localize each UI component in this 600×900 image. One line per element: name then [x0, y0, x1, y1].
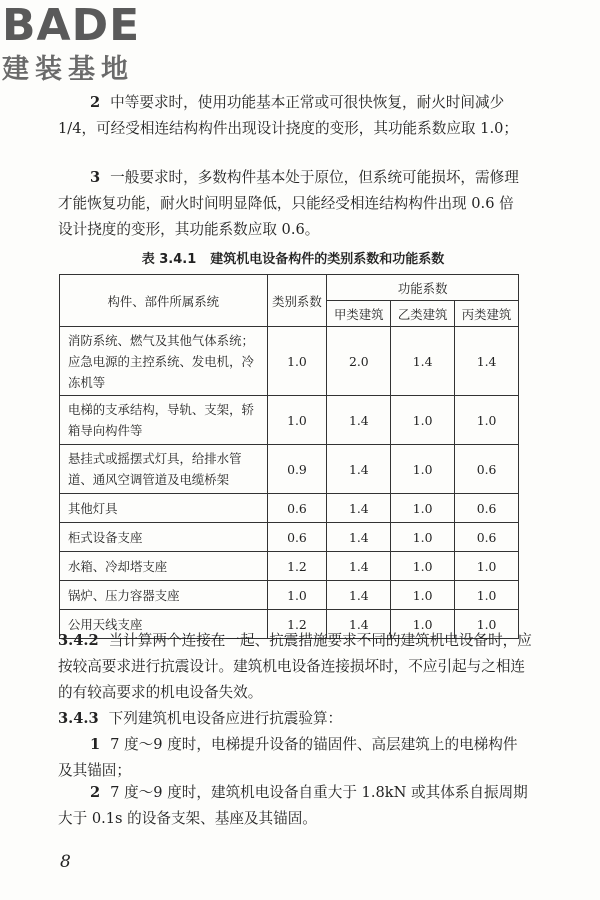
logo-mark: BADE [2, 0, 141, 51]
item-2-number: 2 [90, 94, 101, 111]
cell-category: 0.6 [267, 494, 327, 523]
cell-system: 水箱、冷却塔支座 [60, 552, 268, 581]
cell-class-a: 1.4 [327, 581, 391, 610]
cell-class-c: 1.0 [455, 552, 519, 581]
table-row [60, 581, 519, 610]
sub-item-1-number: 1 [90, 736, 101, 753]
cell-class-c: 0.6 [455, 445, 519, 494]
sub-item-1-text: 7 度～9 度时，电梯提升设备的锚固件、高层建筑上的电梯构件及其锚固； [58, 736, 518, 779]
cell-class-a: 1.4 [327, 610, 391, 639]
cell-category: 0.9 [267, 445, 327, 494]
cell-class-a: 2.0 [327, 327, 391, 396]
cell-system: 悬挂式或摇摆式灯具，给排水管道、通风空调管道及电缆桥架 [60, 445, 268, 494]
cell-class-c: 0.6 [455, 494, 519, 523]
cell-system: 锅炉、压力容器支座 [60, 581, 268, 610]
sub-item-2-number: 2 [90, 784, 101, 801]
header-category: 类别系数 [267, 275, 327, 327]
header-system: 构件、部件所属系统 [60, 275, 268, 327]
cell-class-b: 1.0 [391, 445, 455, 494]
cell-class-c: 1.0 [455, 396, 519, 445]
table-row [60, 396, 519, 445]
header-class-b: 乙类建筑 [391, 301, 455, 327]
section-3-4-3-number: 3.4.3 [58, 710, 99, 727]
cell-class-a: 1.4 [327, 396, 391, 445]
cell-class-b: 1.0 [391, 494, 455, 523]
item-3-text: 一般要求时，多数构件基本处于原位，但系统可能损坏，需修理才能恢复功能，耐火时间明显降低，只能经受相连结构构件出现 0.6 倍设计挠度的变形，其功能系数应取 0.6。 [58, 169, 519, 238]
table-number: 表 3.4.1 [141, 252, 197, 267]
table-row [60, 445, 519, 494]
sub-item-2-text: 7 度～9 度时，建筑机电设备自重大于 1.8kN 或其体系自振周期大于 0.1s 的设备支架、基座及其锚固。 [58, 784, 528, 827]
cell-class-c: 1.0 [455, 581, 519, 610]
cell-system: 电梯的支承结构，导轨、支架，轿箱导向构件等 [60, 396, 268, 445]
header-class-c: 丙类建筑 [455, 301, 519, 327]
logo-caption: 建装基地 [2, 54, 134, 85]
table-title: 建筑机电设备构件的类别系数和功能系数 [210, 252, 445, 267]
cell-class-b: 1.0 [391, 396, 455, 445]
table-row [60, 552, 519, 581]
cell-class-a: 1.4 [327, 523, 391, 552]
cell-category: 1.0 [267, 327, 327, 396]
cell-class-a: 1.4 [327, 445, 391, 494]
cell-category: 1.0 [267, 581, 327, 610]
cell-class-c: 0.6 [455, 523, 519, 552]
cell-class-a: 1.4 [327, 494, 391, 523]
cell-category: 1.0 [267, 396, 327, 445]
cell-category: 0.6 [267, 523, 327, 552]
header-class-a: 甲类建筑 [327, 301, 391, 327]
cell-class-c: 1.4 [455, 327, 519, 396]
cell-class-b: 1.0 [391, 523, 455, 552]
cell-class-c: 1.0 [455, 610, 519, 639]
item-2 [58, 90, 528, 142]
section-3-4-2 [58, 628, 533, 706]
table-row [60, 523, 519, 552]
cell-class-b: 1.0 [391, 610, 455, 639]
section-3-4-3 [58, 706, 533, 732]
section-3-4-2-number: 3.4.2 [58, 632, 99, 649]
sub-item-1 [58, 732, 528, 784]
coefficient-table [59, 274, 519, 639]
cell-system: 柜式设备支座 [60, 523, 268, 552]
table-row [60, 327, 519, 396]
logo [2, 2, 182, 92]
cell-class-b: 1.0 [391, 581, 455, 610]
cell-class-b: 1.4 [391, 327, 455, 396]
item-3-number: 3 [90, 169, 101, 186]
table-caption [58, 248, 528, 267]
cell-class-a: 1.4 [327, 552, 391, 581]
sub-item-2 [58, 780, 528, 832]
cell-system: 公用天线支座 [60, 610, 268, 639]
item-2-text: 中等要求时，使用功能基本正常或可很快恢复，耐火时间减少 1/4，可经受相连结构构件出现设计挠度的变形，其功能系数应取 1.0； [58, 94, 518, 137]
header-function: 功能系数 [327, 275, 519, 301]
cell-category: 1.2 [267, 552, 327, 581]
section-3-4-2-text: 当计算两个连接在一起、抗震措施要求不同的建筑机电设备时，应按较高要求进行抗震设计。建筑机电设备连接损坏时，不应引起与之相连的有较高要求的机电设备失效。 [58, 632, 532, 701]
cell-system: 其他灯具 [60, 494, 268, 523]
page-number: 8 [60, 852, 71, 872]
table-row [60, 494, 519, 523]
item-3 [58, 165, 528, 243]
cell-category: 1.2 [267, 610, 327, 639]
cell-system: 消防系统、燃气及其他气体系统；应急电源的主控系统、发电机，冷冻机等 [60, 327, 268, 396]
section-3-4-3-text: 下列建筑机电设备应进行抗震验算： [108, 710, 343, 727]
cell-class-b: 1.0 [391, 552, 455, 581]
